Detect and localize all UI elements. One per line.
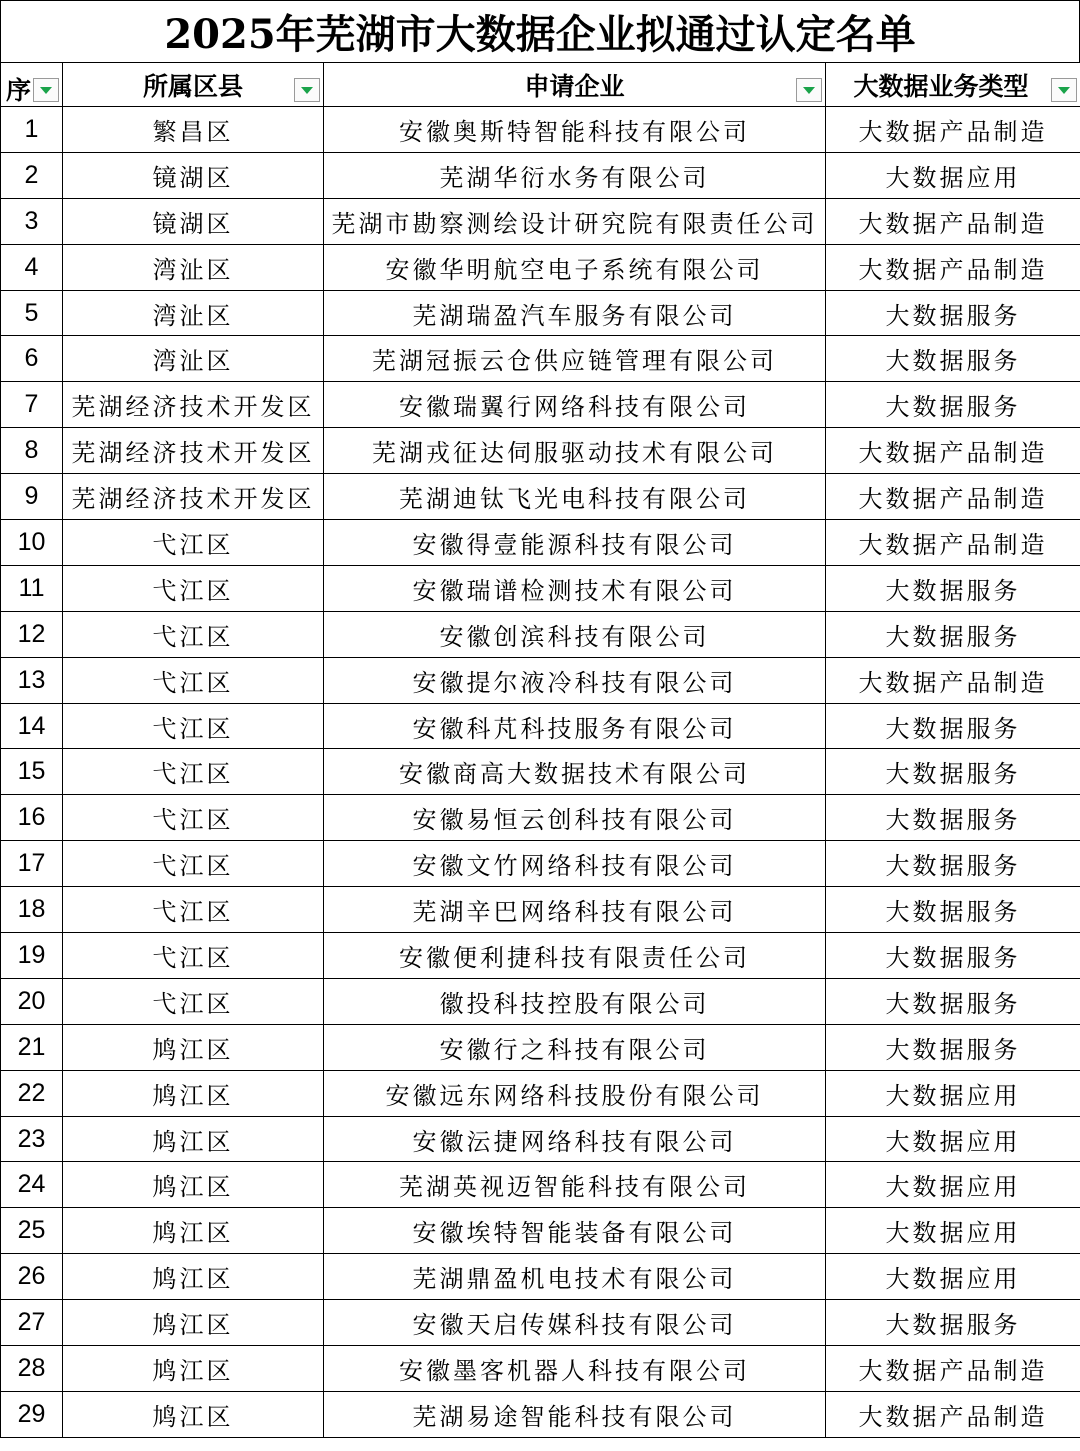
cell-seq: 27 (1, 1300, 63, 1346)
cell-district: 湾沚区 (63, 244, 324, 290)
table-row (1, 520, 1080, 566)
cell-type: 大数据应用 (826, 1254, 1080, 1300)
cell-type: 大数据服务 (826, 336, 1080, 382)
header-type (826, 63, 1080, 107)
cell-company: 安徽科芃科技服务有限公司 (324, 703, 826, 749)
cell-type: 大数据产品制造 (826, 198, 1080, 244)
cell-company: 安徽文竹网络科技有限公司 (324, 841, 826, 887)
enterprise-table (0, 62, 1080, 1438)
cell-type: 大数据服务 (826, 887, 1080, 933)
cell-type: 大数据产品制造 (826, 520, 1080, 566)
cell-district: 弋江区 (63, 795, 324, 841)
cell-district: 鸠江区 (63, 1162, 324, 1208)
filter-arrow-icon (1057, 85, 1071, 95)
header-row (1, 63, 1080, 107)
cell-seq: 22 (1, 1070, 63, 1116)
cell-district: 湾沚区 (63, 336, 324, 382)
cell-type: 大数据服务 (826, 749, 1080, 795)
cell-company: 芜湖华衍水务有限公司 (324, 152, 826, 198)
cell-district: 弋江区 (63, 657, 324, 703)
cell-seq: 17 (1, 841, 63, 887)
header-type-label: 大数据业务类型 (853, 71, 1029, 101)
cell-seq: 1 (1, 107, 63, 153)
cell-seq: 7 (1, 382, 63, 428)
cell-seq: 14 (1, 703, 63, 749)
table-row (1, 795, 1080, 841)
cell-type: 大数据产品制造 (826, 428, 1080, 474)
cell-company: 芜湖辛巴网络科技有限公司 (324, 887, 826, 933)
cell-district: 鸠江区 (63, 1254, 324, 1300)
table-row (1, 107, 1080, 153)
cell-company: 安徽便利捷科技有限责任公司 (324, 933, 826, 979)
cell-seq: 9 (1, 474, 63, 520)
cell-seq: 4 (1, 244, 63, 290)
table-row (1, 978, 1080, 1024)
cell-seq: 25 (1, 1208, 63, 1254)
cell-seq: 21 (1, 1024, 63, 1070)
cell-district: 弋江区 (63, 933, 324, 979)
cell-seq: 18 (1, 887, 63, 933)
cell-company: 芜湖易途智能科技有限公司 (324, 1391, 826, 1437)
sheet-title: 2025年芜湖市大数据企业拟通过认定名单 (0, 0, 1080, 62)
cell-type: 大数据产品制造 (826, 244, 1080, 290)
cell-company: 安徽奥斯特智能科技有限公司 (324, 107, 826, 153)
cell-type: 大数据服务 (826, 703, 1080, 749)
cell-company: 安徽华明航空电子系统有限公司 (324, 244, 826, 290)
table-row (1, 1254, 1080, 1300)
cell-seq: 29 (1, 1391, 63, 1437)
cell-company: 安徽得壹能源科技有限公司 (324, 520, 826, 566)
table-row (1, 657, 1080, 703)
table-row (1, 1346, 1080, 1392)
cell-company: 芜湖市勘察测绘设计研究院有限责任公司 (324, 198, 826, 244)
cell-type: 大数据产品制造 (826, 474, 1080, 520)
table-row (1, 1070, 1080, 1116)
filter-arrow-icon (39, 85, 53, 95)
cell-type: 大数据服务 (826, 611, 1080, 657)
cell-type: 大数据服务 (826, 565, 1080, 611)
cell-company: 安徽沄捷网络科技有限公司 (324, 1116, 826, 1162)
cell-type: 大数据产品制造 (826, 1346, 1080, 1392)
cell-seq: 10 (1, 520, 63, 566)
cell-type: 大数据产品制造 (826, 657, 1080, 703)
cell-type: 大数据产品制造 (826, 1391, 1080, 1437)
cell-type: 大数据服务 (826, 1300, 1080, 1346)
table-row (1, 290, 1080, 336)
cell-seq: 8 (1, 428, 63, 474)
table-row (1, 611, 1080, 657)
cell-type: 大数据服务 (826, 978, 1080, 1024)
cell-company: 芜湖瑞盈汽车服务有限公司 (324, 290, 826, 336)
cell-district: 镜湖区 (63, 152, 324, 198)
cell-district: 芜湖经济技术开发区 (63, 428, 324, 474)
cell-seq: 6 (1, 336, 63, 382)
cell-company: 安徽瑞谱检测技术有限公司 (324, 565, 826, 611)
table-row (1, 336, 1080, 382)
cell-type: 大数据应用 (826, 152, 1080, 198)
cell-district: 芜湖经济技术开发区 (63, 382, 324, 428)
table-row (1, 1116, 1080, 1162)
table-row (1, 565, 1080, 611)
table-row (1, 382, 1080, 428)
cell-seq: 19 (1, 933, 63, 979)
cell-seq: 3 (1, 198, 63, 244)
cell-seq: 26 (1, 1254, 63, 1300)
table-row (1, 749, 1080, 795)
cell-company: 安徽墨客机器人科技有限公司 (324, 1346, 826, 1392)
table-row (1, 474, 1080, 520)
cell-district: 鸠江区 (63, 1300, 324, 1346)
cell-company: 芜湖英视迈智能科技有限公司 (324, 1162, 826, 1208)
cell-company: 安徽提尔液冷科技有限公司 (324, 657, 826, 703)
header-company-label: 申请企业 (524, 71, 625, 101)
cell-company: 安徽行之科技有限公司 (324, 1024, 826, 1070)
filter-button-company[interactable] (796, 78, 822, 102)
table-row (1, 152, 1080, 198)
cell-seq: 24 (1, 1162, 63, 1208)
cell-company: 芜湖迪钛飞光电科技有限公司 (324, 474, 826, 520)
cell-district: 鸠江区 (63, 1116, 324, 1162)
filter-button-seq[interactable] (33, 78, 59, 102)
cell-district: 鸠江区 (63, 1208, 324, 1254)
cell-seq: 15 (1, 749, 63, 795)
cell-seq: 2 (1, 152, 63, 198)
table-row (1, 1024, 1080, 1070)
filter-arrow-icon (300, 85, 314, 95)
table-row (1, 244, 1080, 290)
cell-company: 安徽天启传媒科技有限公司 (324, 1300, 826, 1346)
cell-seq: 12 (1, 611, 63, 657)
cell-company: 安徽创滨科技有限公司 (324, 611, 826, 657)
header-company (324, 63, 826, 107)
table-row (1, 1162, 1080, 1208)
table-row (1, 1300, 1080, 1346)
cell-district: 弋江区 (63, 841, 324, 887)
cell-type: 大数据服务 (826, 933, 1080, 979)
table-row (1, 887, 1080, 933)
cell-district: 芜湖经济技术开发区 (63, 474, 324, 520)
cell-seq: 5 (1, 290, 63, 336)
cell-seq: 23 (1, 1116, 63, 1162)
header-seq (1, 63, 63, 107)
table-row (1, 1391, 1080, 1437)
cell-company: 芜湖冠振云仓供应链管理有限公司 (324, 336, 826, 382)
cell-type: 大数据服务 (826, 1024, 1080, 1070)
cell-type: 大数据应用 (826, 1116, 1080, 1162)
cell-type: 大数据应用 (826, 1070, 1080, 1116)
cell-seq: 11 (1, 565, 63, 611)
cell-company: 芜湖戎征达伺服驱动技术有限公司 (324, 428, 826, 474)
cell-type: 大数据应用 (826, 1162, 1080, 1208)
header-district (63, 63, 324, 107)
cell-district: 湾沚区 (63, 290, 324, 336)
cell-district: 弋江区 (63, 887, 324, 933)
cell-district: 鸠江区 (63, 1346, 324, 1392)
cell-type: 大数据服务 (826, 795, 1080, 841)
table-row (1, 198, 1080, 244)
cell-district: 鸠江区 (63, 1391, 324, 1437)
cell-district: 弋江区 (63, 703, 324, 749)
table-row (1, 841, 1080, 887)
cell-district: 繁昌区 (63, 107, 324, 153)
filter-button-district[interactable] (294, 78, 320, 102)
filter-button-type[interactable] (1051, 78, 1077, 102)
cell-district: 鸠江区 (63, 1070, 324, 1116)
cell-company: 安徽远东网络科技股份有限公司 (324, 1070, 826, 1116)
cell-seq: 20 (1, 978, 63, 1024)
header-seq-label: 序 (6, 76, 32, 105)
cell-type: 大数据服务 (826, 382, 1080, 428)
table-row (1, 933, 1080, 979)
cell-district: 弋江区 (63, 749, 324, 795)
cell-district: 镜湖区 (63, 198, 324, 244)
cell-district: 弋江区 (63, 520, 324, 566)
cell-type: 大数据应用 (826, 1208, 1080, 1254)
cell-company: 安徽易恒云创科技有限公司 (324, 795, 826, 841)
cell-district: 弋江区 (63, 611, 324, 657)
cell-company: 徽投科技控股有限公司 (324, 978, 826, 1024)
cell-seq: 28 (1, 1346, 63, 1392)
cell-district: 弋江区 (63, 978, 324, 1024)
table-row (1, 703, 1080, 749)
cell-district: 鸠江区 (63, 1024, 324, 1070)
cell-company: 安徽瑞翼行网络科技有限公司 (324, 382, 826, 428)
cell-district: 弋江区 (63, 565, 324, 611)
header-district-label: 所属区县 (142, 71, 243, 101)
cell-company: 安徽埃特智能装备有限公司 (324, 1208, 826, 1254)
cell-company: 安徽商高大数据技术有限公司 (324, 749, 826, 795)
cell-type: 大数据产品制造 (826, 107, 1080, 153)
filter-arrow-icon (802, 85, 816, 95)
cell-type: 大数据服务 (826, 841, 1080, 887)
cell-seq: 13 (1, 657, 63, 703)
cell-type: 大数据服务 (826, 290, 1080, 336)
cell-seq: 16 (1, 795, 63, 841)
table-row (1, 1208, 1080, 1254)
cell-company: 芜湖鼎盈机电技术有限公司 (324, 1254, 826, 1300)
table-row (1, 428, 1080, 474)
